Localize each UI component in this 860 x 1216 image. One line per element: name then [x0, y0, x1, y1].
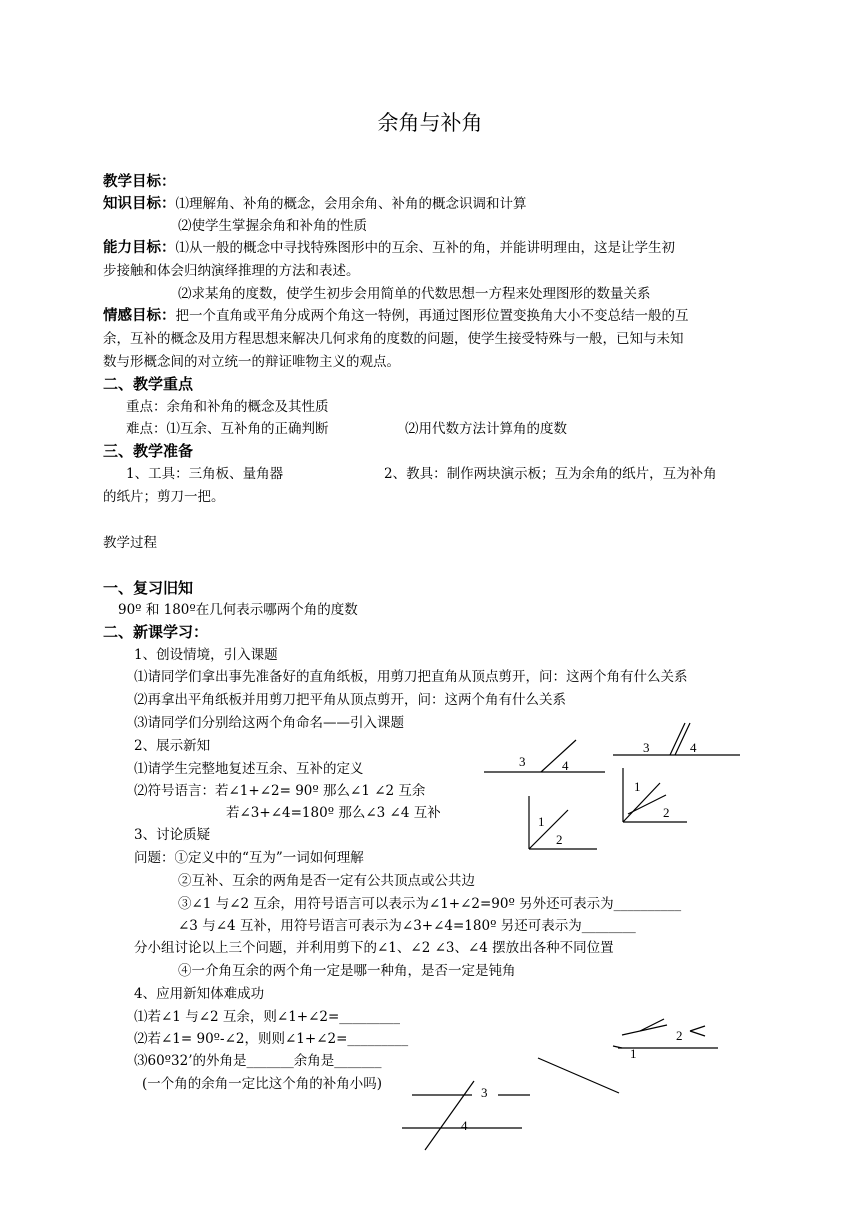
group-discussion: 分小组讨论以上三个问题，并利用剪下的∠1、∠2 ∠3、∠4 摆放出各种不同位置: [134, 940, 614, 956]
exercise-2: ⑵若∠1= 90º-∠2，则则∠1+∠2=_________: [134, 1031, 409, 1047]
emotion-label: 情感目标：: [103, 308, 176, 324]
focus-heading: 二、教学重点: [103, 375, 194, 393]
review-heading: 一、复习旧知: [103, 579, 194, 597]
svg-text:2: 2: [663, 805, 670, 820]
page-title: 余角与补角: [377, 111, 483, 135]
difficulty-1: 难点：⑴互余、互补角的正确判断: [126, 421, 329, 437]
step-1-item-1: ⑴请同学们拿出事先准备好的直角纸板，用剪刀把直角从顶点剪开，问：这两个角有什么关系: [134, 669, 688, 685]
step-2-item-2: ⑵符号语言：若∠1+∠2= 90º 那么∠1 ∠2 互余: [134, 783, 426, 799]
step-1-heading: 1、创设情境，引入课题: [134, 647, 278, 663]
exercise-1: ⑴若∠1 与∠2 互余，则∠1+∠2=_________: [134, 1009, 401, 1025]
svg-text:4: 4: [690, 740, 697, 755]
step-3-heading: 3、讨论质疑: [134, 827, 211, 843]
prep-heading: 三、教学准备: [103, 442, 194, 460]
question-3: ③∠1 与∠2 互余，用符号语言可以表示为∠1+∠2=90º 另外还可表示为__________: [178, 896, 682, 912]
diagram-angles-e: [613, 1019, 718, 1061]
knowledge-label: 知识目标：: [103, 196, 176, 212]
step-2-item-1: ⑴请学生完整地复述互余、互补的定义: [134, 761, 364, 777]
key-point: 重点：余角和补角的概念及其性质: [126, 399, 329, 415]
svg-text:1: 1: [634, 779, 641, 794]
ability-item-1b: 步接触和体会归纳演绎推理的方法和表述。: [103, 263, 360, 279]
diagram-angles-f: [402, 1058, 619, 1150]
prep-tools: 1、工具：三角板、量角器: [126, 466, 284, 482]
prep-aids-a: 2、教具：制作两块演示板；互为余角的纸片，互为补角: [384, 466, 717, 482]
ability-label: 能力目标：: [103, 240, 176, 256]
svg-text:3: 3: [519, 754, 526, 769]
emotion-text-a: 把一个直角或平角分成两个角这一特例，再通过图形位置变换角大小不变总结一般的互: [175, 308, 689, 324]
process-heading: 教学过程: [103, 535, 157, 551]
knowledge-item-1: ⑴理解角、补角的概念，会用余角、补角的概念识调和计算: [175, 196, 527, 212]
step-1-item-2: ⑵再拿出平角纸板并用剪刀把平角从顶点剪开，问：这两个角有什么关系: [134, 692, 566, 708]
step-2-heading: 2、展示新知: [134, 738, 211, 754]
step-1-item-3: ⑶请同学们分别给这两个角命名——引入课题: [134, 715, 404, 731]
emotion-text-c: 数与形概念间的对立统一的辩证唯物主义的观点。: [103, 354, 400, 370]
question-3b: ∠3 与∠4 互补，用符号语言可表示为∠3+∠4=180º 另还可表示为________: [178, 918, 636, 934]
svg-text:2: 2: [556, 832, 563, 847]
svg-text:3: 3: [481, 1085, 488, 1100]
exercise-3: ⑶60º32’的外角是_______余角是_______: [134, 1053, 382, 1069]
review-line: 90º 和 180º在几何表示哪两个角的度数: [118, 602, 358, 618]
diagram-supplementary-b: [613, 723, 740, 755]
difficulty-2: ⑵用代数方法计算角的度数: [405, 421, 567, 437]
step-4-heading: 4、应用新知体难成功: [134, 986, 265, 1002]
svg-text:4: 4: [461, 1118, 468, 1133]
objectives-heading: 教学目标：: [103, 174, 176, 190]
exercise-4: (一个角的余角一定比这个角的补角小吗): [142, 1076, 383, 1092]
question-1: 问题：①定义中的“互为”一词如何理解: [134, 850, 364, 866]
diagram-complementary-c: [529, 796, 597, 849]
step-2-item-3: 若∠3+∠4=180º 那么∠3 ∠4 互补: [226, 805, 441, 821]
svg-text:3: 3: [643, 740, 650, 755]
new-lesson-heading: 二、新课学习：: [103, 623, 209, 641]
svg-text:4: 4: [562, 758, 569, 773]
svg-text:1: 1: [630, 1046, 637, 1061]
diagram-complementary-d: [623, 768, 687, 822]
svg-text:2: 2: [676, 1028, 683, 1043]
ability-item-2: ⑵求某角的度数，使学生初步会用简单的代数思想一方程来处理图形的数量关系: [178, 286, 651, 302]
ability-item-1a: ⑴从一般的概念中寻找特殊图形中的互余、互补的角，并能讲明理由，这是让学生初: [175, 240, 675, 256]
question-4: ④一介角互余的两个角一定是哪一种角，是否一定是钝角: [178, 963, 516, 979]
diagram-supplementary-a: [484, 740, 605, 773]
prep-aids-b: 的纸片；剪刀一把。: [103, 489, 225, 505]
svg-text:1: 1: [538, 814, 545, 829]
question-2: ②互补、互余的两角是否一定有公共顶点或公共边: [178, 873, 475, 889]
knowledge-item-2: ⑵使学生掌握余角和补角的性质: [178, 218, 367, 234]
emotion-text-b: 余，互补的概念及用方程思想来解决几何求角的度数的问题，使学生接受特殊与一般，已知与未知: [103, 331, 684, 347]
